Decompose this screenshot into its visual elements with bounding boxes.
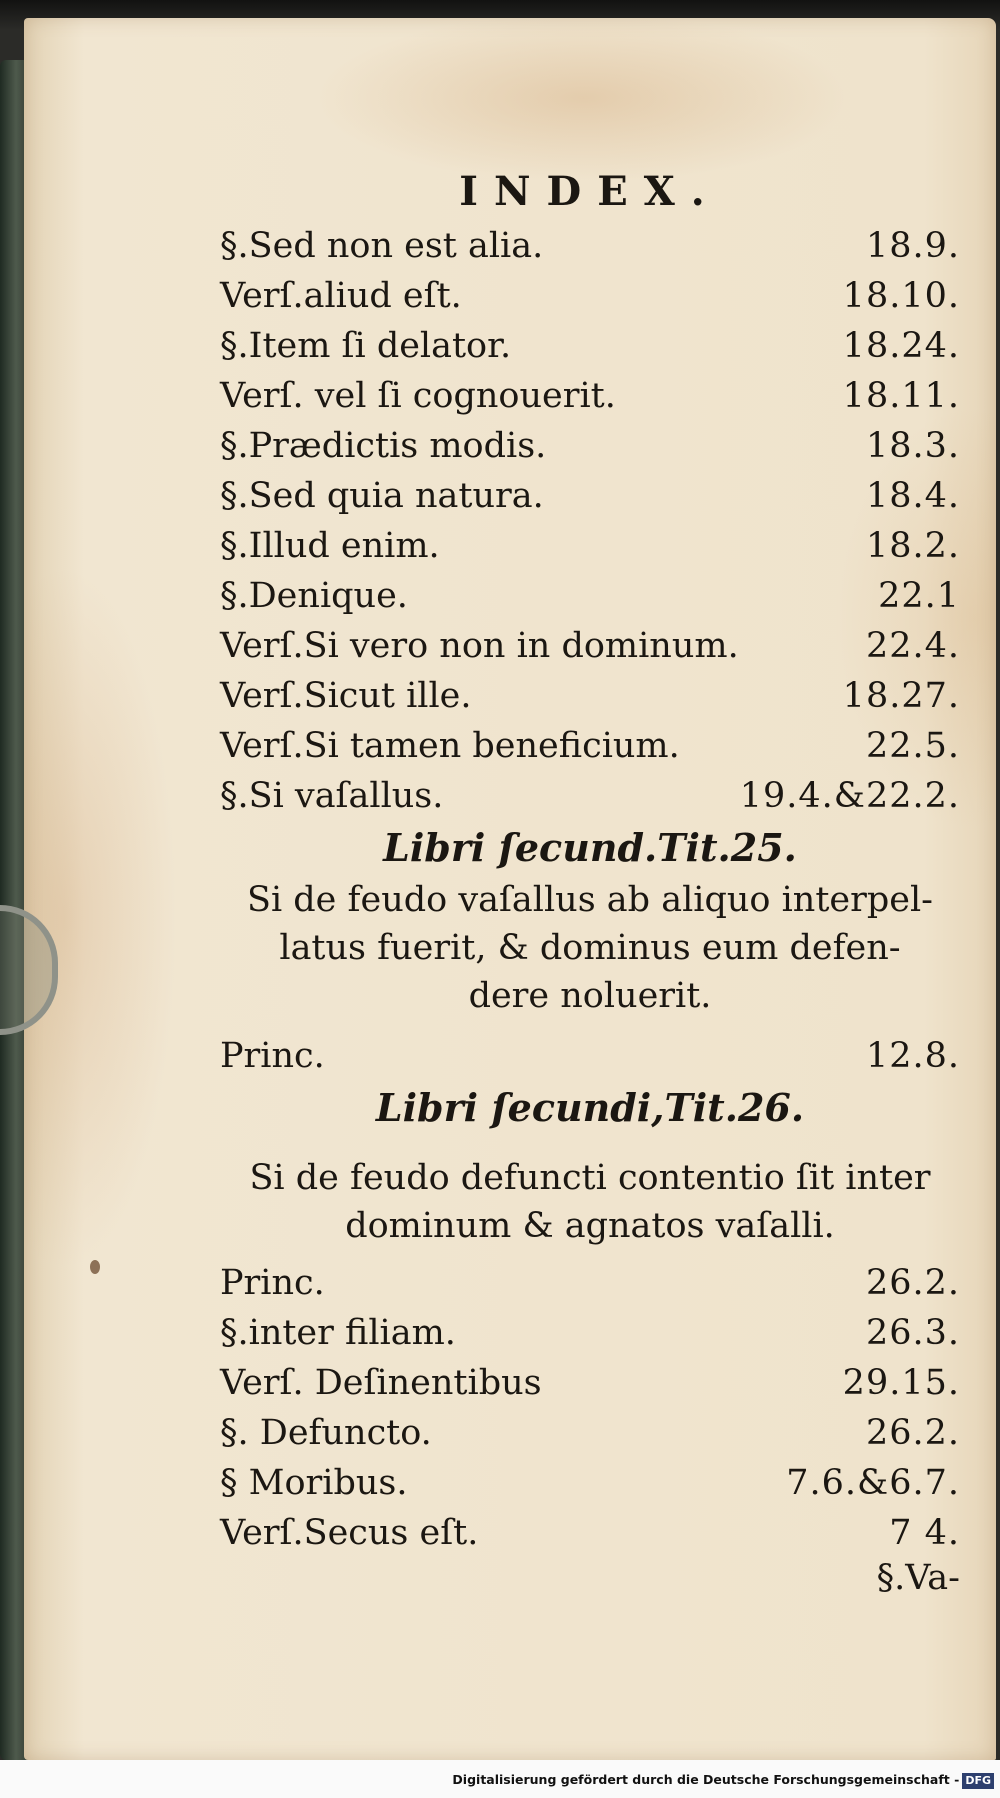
index-entry [220, 321, 960, 371]
section-title-line: dominum & agnatos vaſalli. [345, 1206, 835, 1246]
book-page [24, 18, 996, 1760]
entry-ref: 22.4. [865, 626, 960, 666]
entry-ref: 22.1 [878, 576, 960, 616]
entry-ref: 18.24. [842, 326, 960, 366]
index-entry [220, 471, 960, 521]
entry-term: Verſ.Si tamen beneficium. [220, 726, 680, 766]
index-entry [220, 271, 960, 321]
section-title-line: dere noluerit. [468, 976, 712, 1016]
entry-ref: 18.11. [842, 376, 960, 416]
index-entry [220, 1508, 960, 1558]
entry-term: Verſ.Sicut ille. [220, 676, 472, 716]
index-entry [220, 1258, 960, 1308]
entry-ref: 18.10. [842, 276, 960, 316]
index-entry [220, 1458, 960, 1508]
entry-term: §.inter filiam. [220, 1313, 456, 1353]
index-entry [220, 1358, 960, 1408]
entry-ref: 22.5. [865, 726, 960, 766]
entry-ref: 7.6.&6.7. [786, 1463, 960, 1503]
section-heading: Libri ſecund.Tit.25. [383, 825, 797, 870]
entry-term: Verſ. Deſinentibus [220, 1363, 542, 1403]
entry-term: §.Illud enim. [220, 526, 440, 566]
entry-term: §.Si vaſallus. [220, 776, 444, 816]
entry-term: §.Denique. [220, 576, 408, 616]
index-entry [220, 421, 960, 471]
page-header: INDEX. [459, 168, 721, 215]
entry-term: Verſ.Si vero non in dominum. [220, 626, 739, 666]
index-entry [220, 671, 960, 721]
entry-term: §.Item ſi delator. [220, 326, 512, 366]
entry-ref: 12.8. [865, 1036, 960, 1076]
entry-term: § Moribus. [220, 1463, 408, 1503]
entry-ref: 18.4. [865, 476, 960, 516]
dfg-logo: DFG [962, 1773, 994, 1789]
entry-term: Verſ.Secus eſt. [220, 1513, 479, 1553]
ink-spot [90, 1260, 100, 1274]
entry-ref: 18.27. [842, 676, 960, 716]
section-title-line: Si de feudo defuncti contentio ſit inter [249, 1158, 931, 1198]
entry-term: Verſ. vel ſi cognouerit. [220, 376, 616, 416]
index-entry [220, 571, 960, 621]
entry-term: §.Sed quia natura. [220, 476, 544, 516]
index-entry [220, 621, 960, 671]
entry-ref: 18.2. [865, 526, 960, 566]
entry-ref: 26.2. [865, 1263, 960, 1303]
index-entry [220, 371, 960, 421]
index-entry [220, 1308, 960, 1358]
entry-ref: 18.9. [865, 226, 960, 266]
entry-term: Verſ.aliud eſt. [220, 276, 462, 316]
entry-term: §.Sed non est alia. [220, 226, 544, 266]
entry-ref: 7 4. [889, 1513, 960, 1553]
entry-term: Princ. [220, 1036, 325, 1076]
index-entry [220, 521, 960, 571]
entry-ref: 29.15. [842, 1363, 960, 1403]
entry-ref: 19.4.&22.2. [739, 776, 960, 816]
catchword: §.Va- [876, 1558, 960, 1598]
index-entry [220, 1408, 960, 1458]
digitization-credit [452, 1766, 994, 1794]
section-title-line: Si de feudo vaſallus ab aliquo interpel- [246, 880, 933, 920]
entry-term: §.Prædictis modis. [220, 426, 547, 466]
section-title-line: latus fuerit, & dominus eum defen- [279, 928, 901, 968]
entry-ref: 18.3. [865, 426, 960, 466]
index-entry [220, 721, 960, 771]
entry-term: §. Defuncto. [220, 1413, 432, 1453]
section-heading: Libri ſecundi,Tit.26. [375, 1085, 805, 1130]
entry-ref: 26.2. [865, 1413, 960, 1453]
entry-ref: 26.3. [865, 1313, 960, 1353]
index-entry [220, 221, 960, 271]
index-entry [220, 771, 960, 821]
entry-term: Princ. [220, 1263, 325, 1303]
credit-text: Digitalisierung gefördert durch die Deutsche Forschungsgemeinschaft - [452, 1772, 960, 1787]
index-entry [220, 1031, 960, 1081]
